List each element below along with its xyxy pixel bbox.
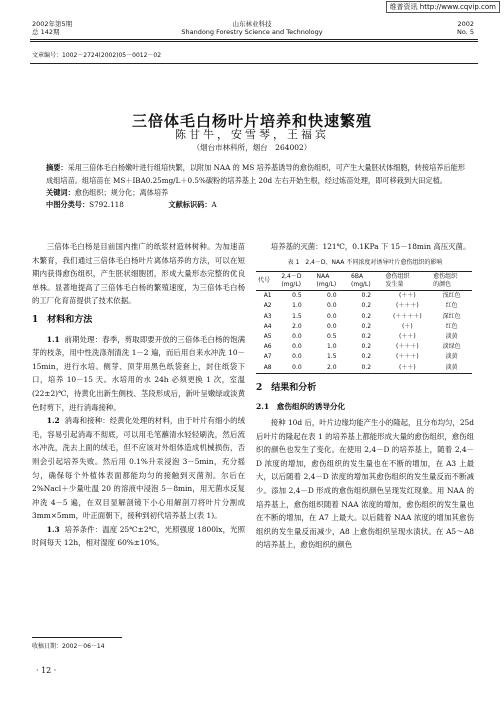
table-cell: 淡黄 xyxy=(445,353,458,361)
header-rule xyxy=(30,39,478,40)
received-date: 收稿日期：2002－06－14 xyxy=(32,643,105,650)
table-cell: A5 xyxy=(263,333,272,340)
journal-name-en: Shandong Forestry Science and Technology xyxy=(181,28,323,36)
para-1-1-text: 前期处理：春季，剪取即要开放的三倍体毛白杨的饱满芽的枝条，用中性洗涤剂清洗 1－2 遍，而后用自来水冲洗 10－15min，进行水培。侧芽、顶芽用黑色纸袋套上，封住纸袋下口，培养 10－15 天。水培用的水 24h 必须更换 1 次，室温(22±2)℃，待黄化出新生侧枝、茎段形成后，新叶呈嫩绿或淡黄色时剪下，进行消毒接种。 xyxy=(32,334,245,412)
clc-code: S792.118 xyxy=(89,200,124,209)
table-row xyxy=(256,301,472,311)
classification xyxy=(46,199,470,211)
table-1 xyxy=(256,271,472,374)
table-cell: A6 xyxy=(263,343,272,351)
issue-total: 总 142期 xyxy=(32,28,60,36)
table-cell: 1.5 xyxy=(292,312,302,320)
section-1-heading: 1 材料和方法 xyxy=(32,314,93,325)
table-cell: (＋) xyxy=(402,322,413,330)
table-cell: 2.0 xyxy=(315,363,350,374)
table-cell: 0.0 xyxy=(327,302,337,310)
article-number: 文章编号：1002－2724(2002)05－0012－02 xyxy=(32,52,162,59)
table-header-cell: NAA (mg/L) xyxy=(315,272,350,291)
table-cell: A3 xyxy=(263,312,272,320)
keywords xyxy=(46,187,470,199)
sterilization-text: 培养基的灭菌：121℃，0.1KPa 下 15－18min 高压灭菌。 xyxy=(270,242,471,251)
table-cell: 0.0 xyxy=(327,322,337,330)
table-cell: 0.2 xyxy=(349,363,384,374)
table-cell: 0.5 xyxy=(327,333,337,340)
table-cell: 淡黄 xyxy=(445,333,458,340)
issue-number xyxy=(457,20,474,36)
footnote-rule xyxy=(32,637,122,638)
para-1-3 xyxy=(32,523,245,550)
table-row xyxy=(256,291,472,302)
para-1-1 xyxy=(32,333,245,415)
section-2-heading: 2 结果和分析 xyxy=(256,382,317,393)
abstract xyxy=(46,161,470,211)
journal-name-cn: 山东林业科技 xyxy=(232,20,272,28)
para-1-1-head: 1.1 xyxy=(46,334,60,344)
left-column xyxy=(32,240,245,550)
table-cell: 0.0 xyxy=(327,292,337,300)
para-1-2-text: 消毒和接种：经黄化处理的材料，由于叶片有细小的绒毛，容易引起消毒不彻底，可以用毛笔蘸清水轻轻刷洗，然后流水冲洗，洗去上面的绒毛，但不应该对外组体造成机械损伤，否则会引起培养失败。然后用 0.1%升汞浸泡 3－5min，充分摇匀，确保每个外植体表面都能均匀的接触到灭菌剂。尔后在 2%Nacl＋少量吐温 20 的溶液中浸泡 5－8min，用无菌水反复冲洗 4－5 遍，在双目显解剖镜下小心用解剖刀将叶片分割成 3mm×5mm，叶正面朝下，接种到初代培养基上(表 1)。 xyxy=(32,416,245,521)
table-cell: 0.2 xyxy=(361,302,372,310)
table-cell: 0.0 xyxy=(292,333,302,340)
table-cell: 0.0 xyxy=(327,312,337,320)
table-cell: 浅红色 xyxy=(442,292,461,300)
table-cell: A8 xyxy=(256,363,279,374)
table-cell: 0.0 xyxy=(292,353,302,361)
article-rule xyxy=(30,63,478,64)
para-2-1: 接种 10d 后，叶片边缘均能产生小的隆起，且分布均匀，25d 后叶片的隆起在表 1 的培养基上都能形成大量的愈伤组织，愈伤组织的颜色也发生了变化。在使用 2,4－D 的培养基上，随着 2,4－D 浓度的增加，愈伤组织的发生量也在不断的增加，在 A3 上最大，以后随着 2,4－D 浓度的增加其愈伤组织的发生量反而不断减少。添加 2,4－D 形成的愈伤组织颜色呈现发红现象。用 NAA 的培养基上，愈伤组织随着 NAA 浓度的增加，愈伤组织的发生量也在不断的增加，在 A7 上最大。以后随着 NAA 浓度的增加其愈伤组织的发生量反而减少，A8 上愈伤组织呈现水渍状。在 A5～A8 的培养基上，愈伤组织的颜色 xyxy=(256,418,474,550)
table-row xyxy=(256,352,472,362)
keywords-text: 愈伤组织；规分化；离体培养 xyxy=(74,188,169,197)
journal-name xyxy=(150,20,354,36)
right-column xyxy=(256,240,474,552)
table-cell: (＋＋) xyxy=(399,333,416,340)
table-cell: (＋＋＋) xyxy=(396,343,419,351)
table-cell: 1.0 xyxy=(327,343,337,351)
table-row xyxy=(256,332,472,342)
table-cell: A2 xyxy=(263,302,272,310)
clc-label: 中图分类号： xyxy=(46,200,90,209)
watermark: 维普资讯 http://www.cqvip.com xyxy=(386,1,500,13)
table-cell: 红色 xyxy=(445,302,458,310)
table-cell: (＋＋＋) xyxy=(396,302,419,310)
table-cell: A1 xyxy=(263,292,272,300)
header-rule-2 xyxy=(30,41,478,42)
table-cell: 0.0 xyxy=(279,363,314,374)
abstract-label: 摘要： xyxy=(46,163,68,172)
page-number: · 12 · xyxy=(36,666,57,675)
table-cell: 2.0 xyxy=(292,322,302,330)
table-cell: 0.0 xyxy=(292,343,302,351)
table-header-cell: 愈伤组织 发生量 xyxy=(384,272,432,291)
issue-info xyxy=(32,20,72,36)
issue-year: 2002年第5期 xyxy=(32,20,73,28)
table-caption: 表 1 2,4－D、NAA 不同浓度对诱导叶片愈伤组织的影响 xyxy=(287,258,443,266)
table-header-cell: 6BA (mg/L) xyxy=(349,272,384,291)
table-header-cell: 代号 xyxy=(256,272,279,291)
abstract-text: 采用三倍体毛白杨嫩叶进行组培快繁，以附加 NAA 的 MS 培养基诱导的愈伤组织，可产生大量胚状体细胞，转接培养后能形成组培苗。组培苗在 MS＋IBA0.25mg/L＋0.5%碳粉的培养基上 20d 左右开始生根，经过炼苗处理，即可移栽到大田定植。 xyxy=(46,163,466,185)
section-2-1-heading: 2.1 愈伤组织的诱导分化 xyxy=(256,402,346,412)
para-1-3-text: 培养条件：温度 25℃±2℃，光照强度 1800lx，光照时间每天 12h，相对湿度 60%±10%。 xyxy=(32,524,245,548)
issue-year-right: 2002 xyxy=(457,20,474,28)
table-header-cell: 2,4－D (mg/L) xyxy=(279,272,314,291)
intro-paragraph: 三倍体毛白杨是目前国内推广的纸浆材造林树种。为加速苗木繁育，我们通过三倍体毛白杨叶片离体培养的方法，可以在短期内获得愈伤组织，产生胚状细胞团，形成大量形态完整的优良单株。显著地提高了三倍体毛白杨的繁殖速度，为三倍体毛白杨的工厂化育苗提供了技术依据。 xyxy=(32,242,245,306)
table-cell: (＋＋) xyxy=(384,363,432,374)
table-cell: (＋＋) xyxy=(399,292,416,300)
table-cell: 1.5 xyxy=(327,353,337,361)
keywords-label: 关键词： xyxy=(46,188,75,197)
table-cell: A7 xyxy=(263,353,272,361)
table-cell: 0.2 xyxy=(361,333,372,340)
table-header-cell: 愈伤组织 的颜色 xyxy=(431,272,472,291)
doc-code: A xyxy=(211,200,217,209)
article-title: 三倍体毛白杨叶片培养和快速繁殖 xyxy=(131,112,372,130)
table-row xyxy=(256,312,472,322)
issue-no-right: No. 5 xyxy=(457,28,474,36)
table-row xyxy=(256,363,472,374)
table-row xyxy=(256,322,472,332)
para-1-2 xyxy=(32,414,245,523)
table-cell: 深红色 xyxy=(442,312,461,320)
para-1-3-head: 1.3 xyxy=(46,524,60,534)
table-cell: 1.0 xyxy=(292,302,302,310)
table-cell: 0.2 xyxy=(361,312,372,320)
table-cell: 淡黄 xyxy=(431,363,472,374)
affiliation: （烟台市林科所，烟台 264002） xyxy=(192,143,312,152)
table-cell: (＋＋＋＋) xyxy=(393,312,422,320)
table-cell: 0.2 xyxy=(361,322,372,330)
table-cell: 淡绿色 xyxy=(442,343,461,351)
table-cell: 0.2 xyxy=(361,353,372,361)
table-row xyxy=(256,342,472,352)
table-cell: A4 xyxy=(263,322,272,330)
table-cell: 0.5 xyxy=(292,292,302,300)
table-cell: 红色 xyxy=(445,322,458,330)
doc-code-label: 文献标识码： xyxy=(168,200,212,209)
authors: 陈甘牛，安雪琴，王福宾 xyxy=(175,128,329,141)
para-1-2-head: 1.2 xyxy=(46,416,60,426)
table-cell: (＋＋＋) xyxy=(396,353,419,361)
table-cell: 0.2 xyxy=(361,343,372,351)
table-cell: 0.2 xyxy=(361,292,372,300)
